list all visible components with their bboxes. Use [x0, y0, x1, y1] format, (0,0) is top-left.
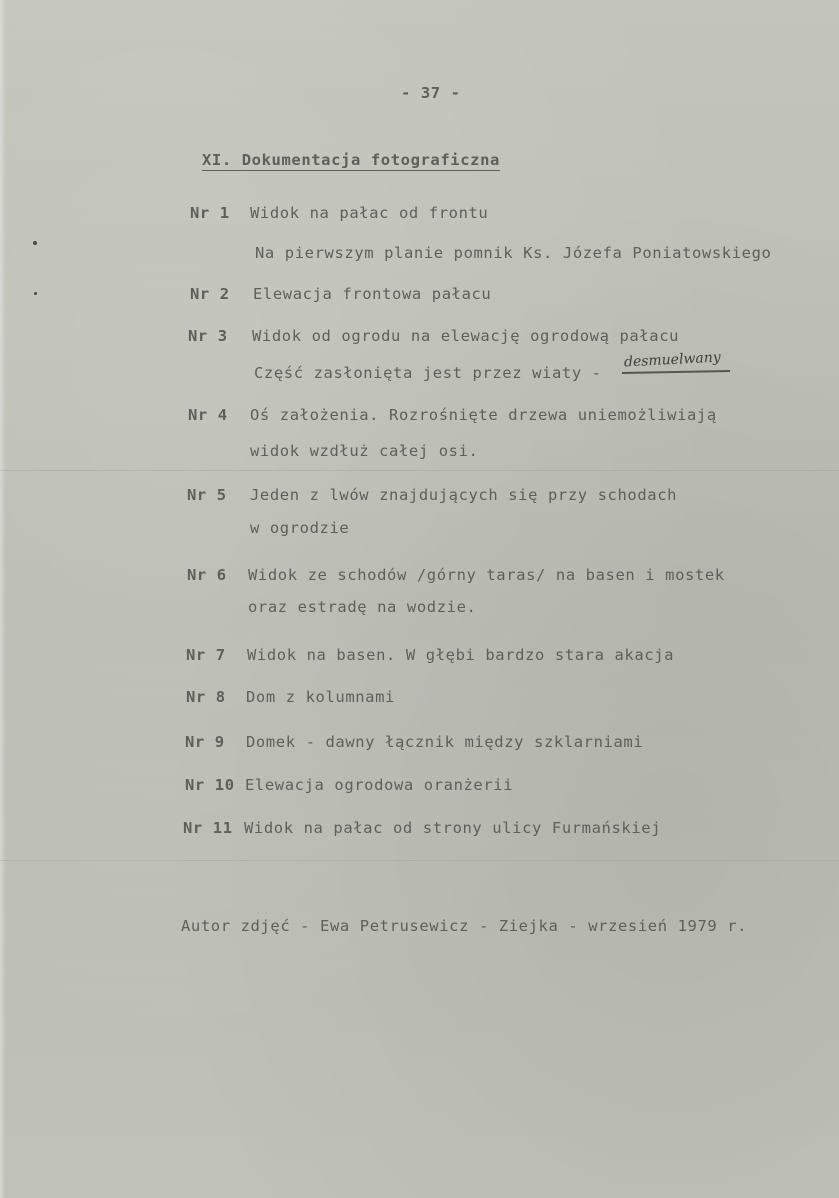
paper-edge: [0, 0, 6, 1198]
section-heading: XI. Dokumentacja fotograficzna: [202, 151, 500, 169]
handwritten-correction: desmuelwany: [623, 349, 722, 371]
item-text: Elewacja frontowa pałacu: [253, 285, 492, 303]
item-number: Nr 5: [187, 486, 227, 504]
item-text: Widok na basen. W głębi bardzo stara akacja: [247, 646, 675, 664]
item-number: Nr 8: [186, 688, 226, 706]
item-number: Nr 10: [185, 776, 235, 794]
author-line: Autor zdjęć - Ewa Petrusewicz - Ziejka - wrzesień 1979 r.: [181, 917, 748, 935]
item-text-continued: Na pierwszym planie pomnik Ks. Józefa Poniatowskiego: [255, 244, 772, 262]
item-number: Nr 7: [186, 646, 226, 664]
item-number: Nr 4: [188, 406, 228, 424]
item-number: Nr 11: [183, 819, 233, 837]
item-number: Nr 9: [185, 733, 225, 751]
item-number: Nr 1: [190, 204, 230, 222]
item-text-continued: oraz estradę na wodzie.: [248, 598, 477, 616]
item-text: Widok od ogrodu na elewację ogrodową pałacu: [252, 327, 680, 345]
item-text: Jeden z lwów znajdujących się przy schodach: [250, 486, 678, 504]
item-text-continued: Część zasłonięta jest przez wiaty -: [254, 364, 602, 382]
item-text: Widok ze schodów /górny taras/ na basen i mostek: [248, 566, 725, 584]
punch-mark: [34, 292, 37, 295]
item-text: Oś założenia. Rozrośnięte drzewa uniemożliwiają: [250, 406, 717, 424]
page-number: - 37 -: [401, 84, 461, 102]
paper-crease: [0, 470, 839, 471]
item-text: Domek - dawny łącznik między szklarniami: [246, 733, 644, 751]
item-number: Nr 2: [190, 285, 230, 303]
item-text-continued: w ogrodzie: [250, 519, 350, 537]
item-text: Elewacja ogrodowa oranżerii: [245, 776, 514, 794]
punch-mark: [33, 241, 37, 245]
strikethrough-mark: [622, 370, 730, 374]
paper-crease: [0, 860, 839, 861]
item-text: Widok na pałac od frontu: [250, 204, 489, 222]
item-text: Widok na pałac od strony ulicy Furmańskiej: [244, 819, 662, 837]
item-number: Nr 6: [187, 566, 227, 584]
item-number: Nr 3: [188, 327, 228, 345]
item-text: Dom z kolumnami: [246, 688, 395, 706]
item-text-continued: widok wzdłuż całej osi.: [250, 442, 479, 460]
